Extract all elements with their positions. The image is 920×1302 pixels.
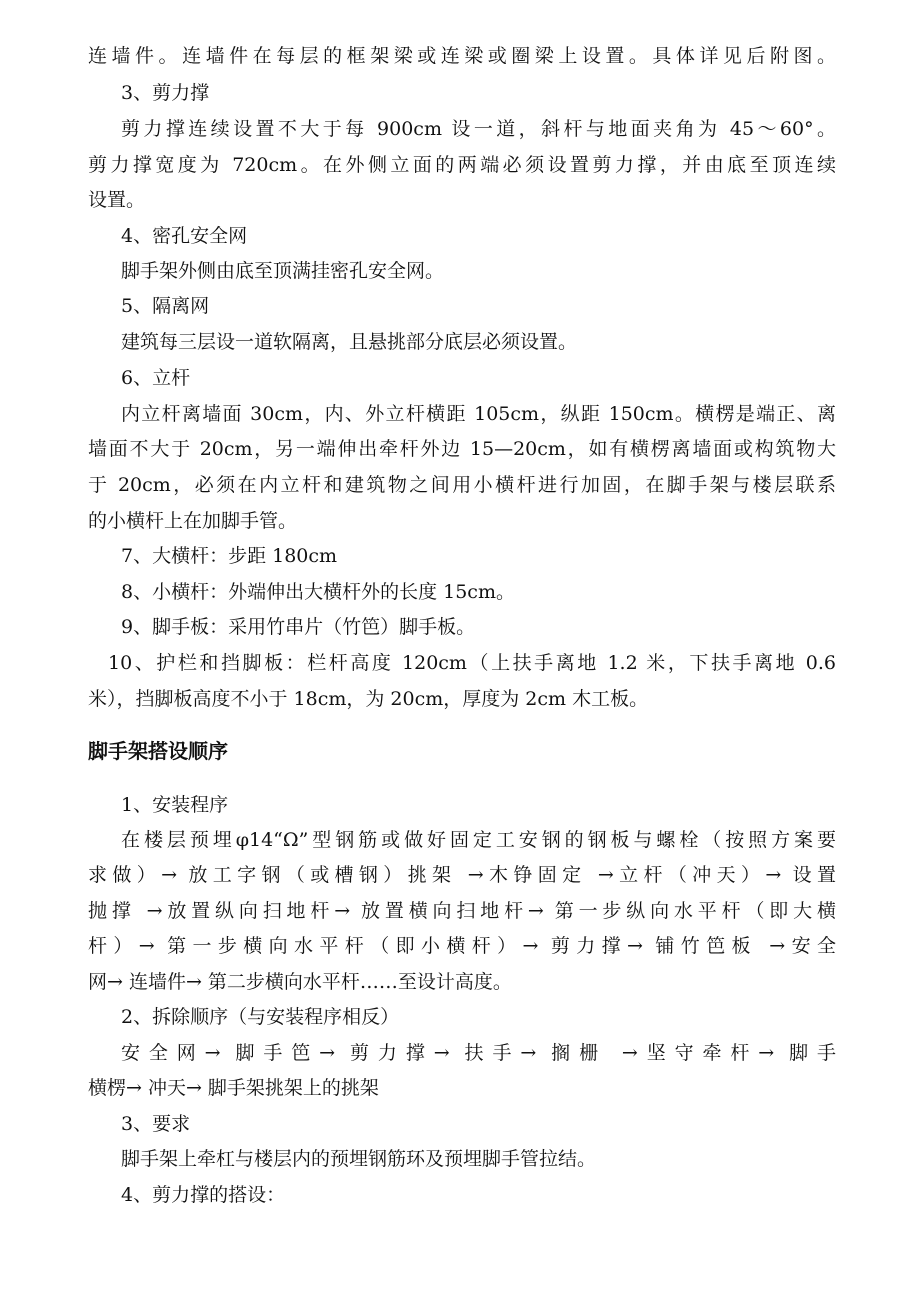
text-line: 内立杆离墙面 30cm，内、外立杆横距 105cm，纵距 150cm。横楞是端正、离 <box>121 403 836 425</box>
section-item: 3、剪力撑 <box>121 82 210 104</box>
section-item: 1、安装程序 <box>121 794 229 816</box>
section-item: 9、脚手板：采用竹串片（竹笆）脚手板。 <box>121 616 476 638</box>
text-line: 安全网→ 脚手笆→ 剪力撑→ 扶手→ 搁栅 →坚守牵杆→ 脚手 <box>121 1042 836 1064</box>
section-heading: 脚手架搭设顺序 <box>88 739 228 763</box>
text-line: 建筑每三层设一道软隔离，且悬挑部分底层必须设置。 <box>121 331 578 353</box>
text-line: 剪力撑宽度为 720cm。在外侧立面的两端必须设置剪力撑，并由底至顶连续 <box>88 154 836 176</box>
section-item: 7、大横杆：步距 180cm <box>121 545 338 567</box>
section-item: 2、拆除顺序（与安装程序相反） <box>121 1006 400 1028</box>
text-line: 抛撑 →放置纵向扫地杆→ 放置横向扫地杆→ 第一步纵向水平杆（即大横 <box>88 900 836 922</box>
text-line: 于 20cm，必须在内立杆和建筑物之间用小横杆进行加固，在脚手架与楼层联系 <box>88 474 836 496</box>
section-item: 8、小横杆：外端伸出大横杆外的长度 15cm。 <box>121 581 515 603</box>
text-line: 在楼层预埋φ14“Ω”型钢筋或做好固定工安钢的钢板与螺栓（按照方案要 <box>121 829 836 851</box>
text-line: 横楞→ 冲天→ 脚手架挑架上的挑架 <box>88 1077 379 1099</box>
text-line: 设置。 <box>88 189 146 211</box>
text-line: 杆）→ 第一步横向水平杆（即小横杆）→ 剪力撑→ 铺竹笆板 →安全 <box>88 935 836 957</box>
text-line: 连墙件。连墙件在每层的框架梁或连梁或圈梁上设置。具体详见后附图。 <box>88 45 836 67</box>
text-line: 求做）→ 放工字钢（或槽钢）挑架 →木铮固定 →立杆（冲天）→ 设置 <box>88 864 836 886</box>
text-line: 米），挡脚板高度不小于 18cm，为 20cm，厚度为 2cm 木工板。 <box>88 688 649 710</box>
section-item: 6、立杆 <box>121 367 191 389</box>
section-item: 4、剪力撑的搭设： <box>121 1184 286 1206</box>
text-line: 脚手架上牵杠与楼层内的预埋钢筋环及预埋脚手管拉结。 <box>121 1148 597 1170</box>
text-line: 墙面不大于 20cm，另一端伸出牵杆外边 15—20cm，如有横楞离墙面或构筑物大 <box>88 438 836 460</box>
section-item: 3、要求 <box>121 1113 191 1135</box>
text-line: 网→ 连墙件→ 第二步横向水平杆……至设计高度。 <box>88 971 512 993</box>
text-line: 剪力撑连续设置不大于每 900cm 设一道，斜杆与地面夹角为 45～60°。 <box>121 118 836 140</box>
section-item: 5、隔离网 <box>121 295 210 317</box>
section-item: 10、护栏和挡脚板：栏杆高度 120cm（上扶手离地 1.2 米，下扶手离地 0.6 <box>108 652 836 674</box>
text-line: 脚手架外侧由底至顶满挂密孔安全网。 <box>121 260 445 282</box>
section-item: 4、密孔安全网 <box>121 225 248 247</box>
text-line: 的小横杆上在加脚手管。 <box>88 510 298 532</box>
